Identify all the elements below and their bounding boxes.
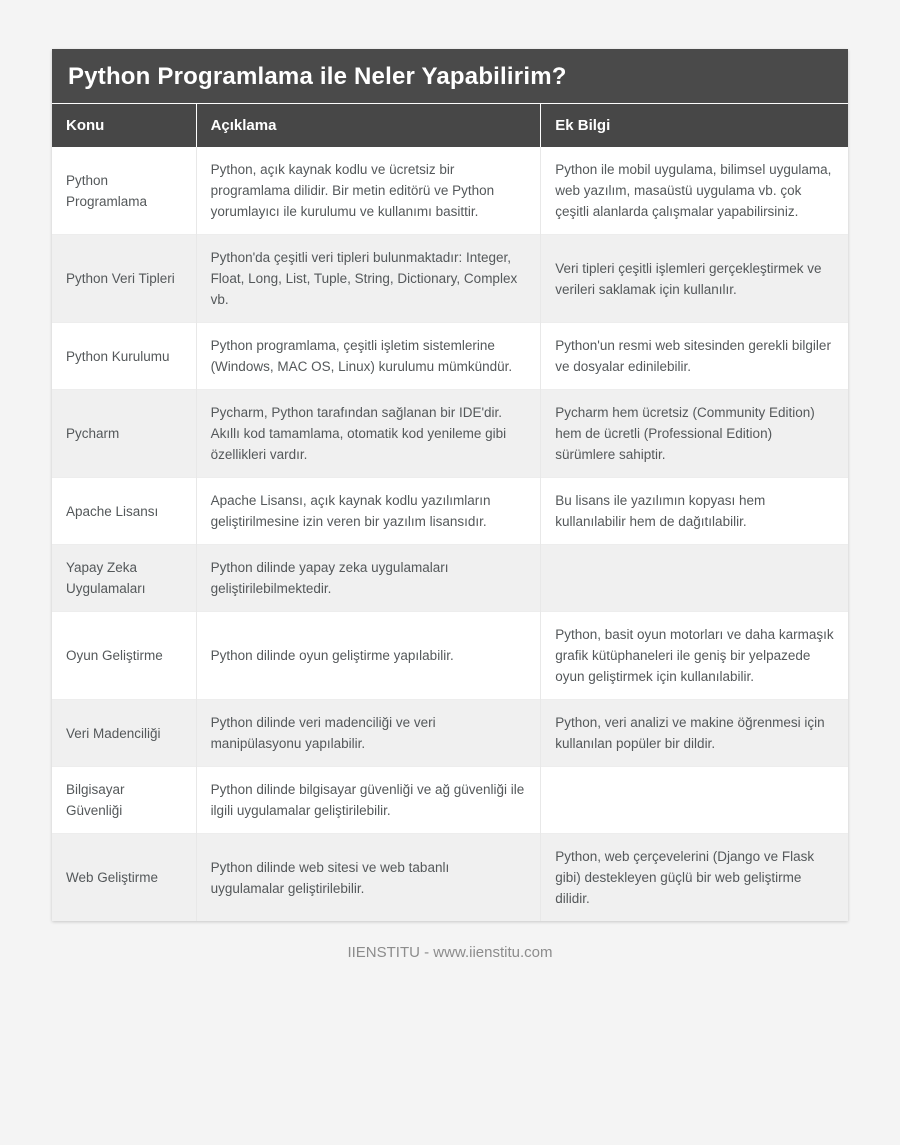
cell-ek-bilgi: Python, web çerçevelerini (Django ve Flask gibi) destekleyen güçlü bir web geliştirme dilidir. (541, 834, 848, 922)
python-topics-table (52, 104, 848, 921)
cell-ek-bilgi (541, 545, 848, 612)
cell-aciklama: Python dilinde web sitesi ve web tabanlı uygulamalar geliştirilebilir. (196, 834, 541, 922)
table-row (52, 700, 848, 767)
cell-konu: Python Veri Tipleri (52, 235, 196, 323)
cell-aciklama: Python, açık kaynak kodlu ve ücretsiz bir programlama dilidir. Bir metin editörü ve Python yorumlayıcı ile kurulumu ve kullanımı basittir. (196, 147, 541, 235)
table-row (52, 235, 848, 323)
cell-aciklama: Python dilinde veri madenciliği ve veri manipülasyonu yapılabilir. (196, 700, 541, 767)
cell-ek-bilgi: Bu lisans ile yazılımın kopyası hem kullanılabilir hem de dağıtılabilir. (541, 478, 848, 545)
cell-ek-bilgi: Python, veri analizi ve makine öğrenmesi için kullanılan popüler bir dildir. (541, 700, 848, 767)
cell-aciklama: Python programlama, çeşitli işletim sistemlerine (Windows, MAC OS, Linux) kurulumu mümkündür. (196, 323, 541, 390)
column-header-aciklama: Açıklama (196, 104, 541, 147)
table-row (52, 834, 848, 922)
table-row (52, 147, 848, 235)
cell-konu: Pycharm (52, 390, 196, 478)
page-title: Python Programlama ile Neler Yapabilirim? (52, 49, 848, 104)
cell-konu: Python Programlama (66, 172, 148, 209)
cell-konu: Bilgisayar Güvenliği (52, 767, 196, 834)
table-header-row (52, 104, 848, 147)
cell-konu: Yapay Zeka Uygulamaları (52, 545, 196, 612)
cell-ek-bilgi: Pycharm hem ücretsiz (Community Edition) hem de ücretli (Professional Edition) sürümlere sahiptir. (541, 390, 848, 478)
table-row (52, 478, 848, 545)
info-table-card (52, 49, 848, 921)
table-row (52, 612, 848, 700)
table-row (52, 323, 848, 390)
cell-aciklama: Python dilinde bilgisayar güvenliği ve ağ güvenliği ile ilgili uygulamalar geliştirilebilir. (196, 767, 541, 834)
cell-konu: Web Geliştirme (52, 834, 196, 922)
cell-ek-bilgi: Veri tipleri çeşitli işlemleri gerçekleştirmek ve verileri saklamak için kullanılır. (541, 235, 848, 323)
cell-ek-bilgi (541, 767, 848, 834)
table-row (52, 767, 848, 834)
cell-aciklama: Python dilinde yapay zeka uygulamaları geliştirilebilmektedir. (196, 545, 541, 612)
cell-ek-bilgi: Python'un resmi web sitesinden gerekli bilgiler ve dosyalar edinilebilir. (541, 323, 848, 390)
column-header-konu: Konu (52, 104, 196, 147)
cell-konu: Oyun Geliştirme (52, 612, 196, 700)
cell-konu: Python Kurulumu (52, 323, 196, 390)
cell-aciklama: Python'da çeşitli veri tipleri bulunmaktadır: Integer, Float, Long, List, Tuple, String, Dictionary, Complex vb. (196, 235, 541, 323)
column-header-ek-bilgi: Ek Bilgi (541, 104, 848, 147)
cell-ek-bilgi: Python ile mobil uygulama, bilimsel uygulama, web yazılım, masaüstü uygulama vb. çok çeşitli alanlarda çalışmalar yapabilirsiniz. (541, 147, 848, 235)
table-row (52, 390, 848, 478)
cell-aciklama: Apache Lisansı, açık kaynak kodlu yazılımların geliştirilmesine izin veren bir yazılım lisansıdır. (196, 478, 541, 545)
cell-aciklama: Python dilinde oyun geliştirme yapılabilir. (196, 612, 541, 700)
cell-konu: Veri Madenciliği (52, 700, 196, 767)
table-row (52, 545, 848, 612)
cell-konu: Apache Lisansı (52, 478, 196, 545)
cell-aciklama: Pycharm, Python tarafından sağlanan bir IDE'dir. Akıllı kod tamamlama, otomatik kod yenileme gibi özellikleri vardır. (196, 390, 541, 478)
table-body (52, 147, 848, 921)
footer-credit: IIENSTITU - www.iienstitu.com (347, 944, 553, 961)
cell-ek-bilgi: Python, basit oyun motorları ve daha karmaşık grafik kütüphaneleri ile geniş bir yelpazede oyun geliştirmek için kullanılabilir. (541, 612, 848, 700)
